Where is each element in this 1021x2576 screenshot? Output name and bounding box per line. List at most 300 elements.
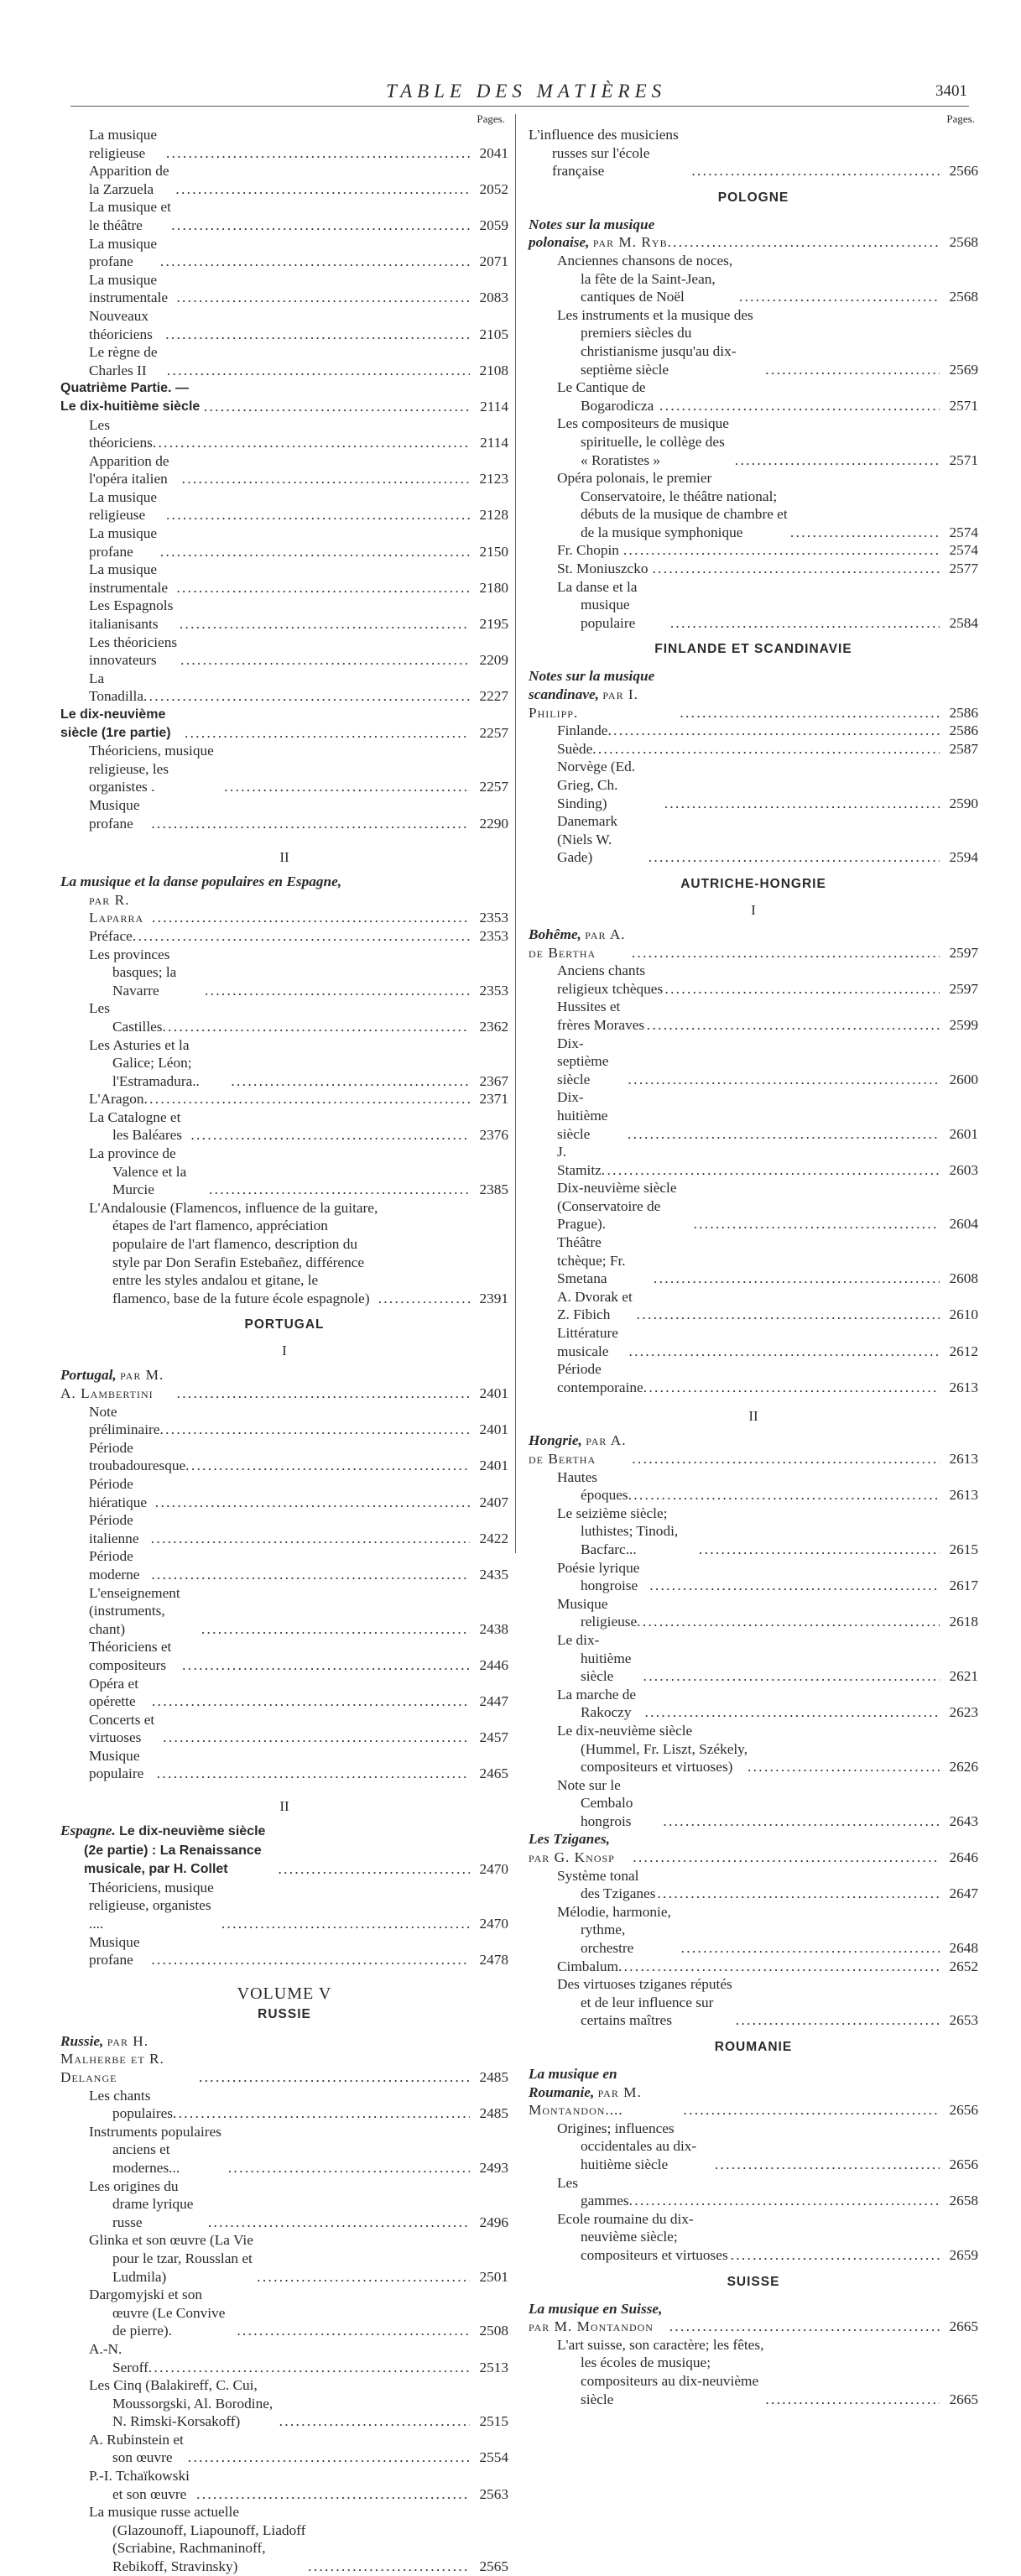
dot-leader [628,1125,940,1144]
dot-leader [221,1915,470,1933]
toc-entry [60,634,508,670]
entry-title: A. Dvorak et Z. Fibich [557,1288,633,1323]
entry-title: A.-N. Seroff [89,2340,148,2375]
dot-leader [228,2159,470,2177]
dot-leader [693,1215,940,1233]
dot-leader [670,614,940,633]
entry-title: Apparition de l'opéra italien [89,452,169,488]
toc-entry [529,998,978,1034]
entry-page: 2587 [949,740,978,757]
toc-entry: Hongrie, par A. de Bertha . . . 2613 [529,1431,978,1468]
toc-entry [60,1547,508,1583]
toc-entry [60,742,508,796]
entry-title: Les théoriciens innovateurs [89,634,178,669]
volume-heading: VOLUME V [237,1984,332,2003]
dot-leader [607,722,940,740]
toc-entry [529,1595,978,1631]
toc-entry: Notes sur la musique polonaise, par M. Ryb. . . . 2568 [529,216,978,252]
toc-entry [60,999,508,1035]
toc-entry [60,1090,508,1108]
toc-entry [529,1559,978,1595]
toc-entry: Portugal, par M. A. Lambertini . . . 2401 [60,1366,508,1402]
dot-leader [735,451,940,470]
entry-page: 2648 [949,1940,978,1957]
roman-numeral: II [279,1798,289,1815]
dot-leader [308,2558,470,2576]
dot-leader [208,2214,470,2232]
entry-title: Période troubadouresque [89,1439,186,1474]
toc-entry [529,2210,978,2265]
dot-leader [182,1656,470,1675]
entry-title: La musique instrumentale [89,271,169,306]
entry-page: 2604 [949,1216,978,1233]
toc-entry [60,2376,508,2431]
entry-page: 2623 [949,1704,978,1721]
toc-entry [60,524,508,561]
toc-entry [60,1403,508,1439]
entry-page: 2123 [479,471,508,488]
section-title: La musique et la danse populaires en Espagne, [60,873,342,890]
entry-title: Le seizième siècle; luthistes; Tinodi, Bacfarc... [557,1504,679,1557]
toc-block [60,416,508,707]
dot-leader [618,1958,940,1976]
toc-entry [60,307,508,343]
roman-numeral: I [282,1343,287,1359]
entry-title: Théoriciens et compositeurs [89,1639,172,1673]
entry-title: Glinka et son œuvre (La Vie pour le tzar, Rousslan et Ludmila) [89,2232,253,2285]
pages-label: Pages. [946,112,975,125]
entry-title: Instruments populaires anciens et modernes... [89,2123,221,2176]
dot-leader [748,1758,940,1776]
entry-title: Dix-neuvième siècle (Conservatoire de Prague). [557,1180,677,1233]
entry-page: 2586 [949,722,978,739]
toc-entry [529,740,978,759]
toc-entry [60,1638,508,1674]
entry-title: Ecole roumaine du dix-neuvième siècle; compositeurs et virtuoses [557,2210,728,2263]
dot-leader [160,543,470,561]
toc-entry [60,1747,508,1783]
dot-leader [190,1126,470,1145]
dot-leader [160,253,470,271]
entry-page: 2290 [479,815,508,832]
entry-page: 2052 [479,180,508,197]
entry-page: 2647 [949,1885,978,1902]
entry-title: Anciennes chansons de noces, la fête de la Saint-Jean, cantiques de Noël [557,252,733,305]
dot-leader [237,2322,470,2340]
toc-entry: par R. Laparra . . . 2353 [60,891,508,927]
dot-leader [176,579,470,597]
dot-leader [209,1181,470,1199]
dot-leader [201,1620,470,1639]
pages-label: Pages. [477,112,505,125]
dot-leader [637,1613,940,1631]
entry-page: 2610 [949,1306,978,1323]
entry-page: 2371 [479,1091,508,1108]
dot-leader [151,815,470,833]
toc-entry [529,2120,978,2174]
header-rule [70,106,969,107]
entry-title: Hautes époques [557,1468,628,1504]
toc-entry [529,1722,978,1776]
entry-title: Les Cinq (Balakireff, C. Cui, Moussorgski, Al. Borodine, N. Rimski-Korsakoff) [89,2377,273,2430]
entry-title: Les provinces basques; la Navarre [89,946,177,999]
entry-page: 2041 [479,144,508,161]
entry-page: 2652 [949,1958,978,1974]
toc-entry: Bohême, par A. de Bertha . . . 2597 [529,926,978,962]
section-heading-russie: RUSSIE [258,2006,311,2021]
dot-leader [681,1939,940,1958]
toc-entry [60,1475,508,1511]
entry-title: Théoriciens, musique religieuse, organistes .... [89,1879,214,1932]
toc-entry: Espagne. Le dix-neuvième siècle (2e partie) : La Renaissance musicale, par H. Collet . . . 2470 [60,1822,508,1879]
toc-entry [529,722,978,740]
toc-entry [60,1108,508,1145]
entry-page: 2615 [949,1541,978,1557]
toc-entry [529,1088,978,1143]
entry-page: 2613 [949,1379,978,1395]
entry-page: 2180 [479,579,508,596]
dot-leader [647,1016,940,1035]
entry-title: Poésie lyrique hongroise [557,1559,640,1594]
dot-leader [699,1541,940,1559]
section-heading-autriche: AUTRICHE-HONGRIE [680,876,826,891]
entry-title: La musique profane [89,235,158,270]
entry-title: Cimbalum [557,1958,618,1974]
toc-block [60,126,508,379]
toc-block [529,1867,978,2030]
toc-entry [529,1179,978,1233]
toc-entry [529,1504,978,1559]
toc-entry [529,541,978,560]
entry-page: 2563 [479,2485,508,2502]
entry-title: Opéra polonais, le premier Conservatoire, le théâtre national; débuts de la musique de chambre et de la musique symphonique [557,470,788,540]
dot-leader [157,1765,470,1783]
column-divider [515,114,516,1553]
toc-entry [529,1958,978,1976]
entry-title: Fr. Chopin [557,542,619,559]
entry-title: Période italienne [89,1512,139,1546]
toc-entry [60,1933,508,1969]
toc-entry [60,1879,508,1933]
entry-page: 2227 [479,688,508,705]
entry-page: 2571 [949,397,978,414]
entry-page: 2603 [949,1161,978,1178]
toc-entry [529,252,978,306]
entry-title: Théâtre tchèque; Fr. Smetana [557,1234,626,1287]
toc-entry [60,1711,508,1747]
dot-leader [628,1071,940,1089]
toc-entry [60,670,508,706]
entry-page: 2643 [949,1812,978,1829]
toc-entry [60,452,508,488]
dot-leader [133,927,470,946]
toc-entry [529,306,978,378]
toc-entry [60,946,508,1000]
toc-entry [529,1360,978,1396]
entry-page: 2618 [949,1614,978,1630]
toc-entry [60,2231,508,2286]
entry-page: 2465 [479,1765,508,1782]
toc-entry [529,1903,978,1958]
entry-page: 2594 [949,849,978,866]
toc-entry [529,469,978,541]
entry-page: 2438 [479,1620,508,1637]
dot-leader [205,982,470,1000]
dot-leader [654,1270,940,1288]
dot-leader [659,397,940,415]
toc-entry: La musique en Roumanie, par M. Montandon.... . . . 2656 [529,2065,978,2120]
dot-leader [602,1161,940,1180]
dot-leader [143,687,470,706]
entry-page: 2515 [479,2413,508,2430]
dot-leader [171,216,470,235]
entry-title: Anciens chants religieux tchèques [557,962,664,997]
dot-leader [188,2448,470,2467]
entry-title: Musique profane [89,796,140,832]
entry-title: La musique religieuse [89,127,158,161]
toc-entry [60,1439,508,1475]
entry-title: Danemark (Niels W. Gade) [557,813,617,866]
entry-page: 2114 [480,435,508,451]
entry-page: 2401 [479,1421,508,1438]
entry-page: 2353 [479,927,508,944]
entry-page: 2128 [479,507,508,524]
dot-leader [231,1072,470,1091]
dot-leader [628,1343,940,1361]
dot-leader [159,1421,470,1439]
section-heading-suisse: SUISSE [727,2274,780,2289]
toc-entry [529,1233,978,1288]
entry-page: 2565 [479,2558,508,2575]
entry-title: Les instruments et la musique des premiers siècles du christianisme jusqu'au dix-septième siècle [557,306,753,378]
dot-leader [645,1703,940,1722]
dot-leader [715,2156,940,2174]
entry-title: St. Moniuszcko [557,561,649,577]
toc-entry [529,1975,978,2030]
entry-page: 2617 [949,1577,978,1594]
toc-entry [60,561,508,597]
entry-title: Littérature musicale [557,1325,618,1359]
toc-block [529,722,978,867]
toc-entry [529,1143,978,1179]
dot-leader [166,144,470,163]
dot-leader [180,615,470,634]
toc-entry [60,235,508,271]
toc-entry [60,2286,508,2340]
toc-entry [60,2340,508,2376]
toc-block [529,962,978,1396]
dot-leader [657,1885,940,1903]
entry-page: 2601 [949,1125,978,1142]
entry-page: 2597 [949,980,978,997]
entry-page: 2071 [479,253,508,270]
entry-title: A. Rubinstein et son œuvre [89,2431,184,2466]
entry-page: 2401 [479,1457,508,1474]
toc-block [529,1468,978,1831]
toc-entry: Les Tziganes, par G. Knosp . . . 2646 [529,1830,978,1866]
toc-block [529,252,978,632]
entry-title: La danse et la musique populaire [557,578,638,631]
entry-page: 2493 [479,2159,508,2176]
dot-leader [167,362,470,380]
entry-page: 2508 [479,2323,508,2339]
toc-entry [60,2431,508,2467]
entry-title: Nouveaux théoriciens [89,307,153,342]
entry-page: 2257 [479,779,508,795]
toc-entry [60,343,508,379]
roman-numeral: II [279,849,289,866]
running-header-title: TABLE DES MATIÈRES [386,81,667,102]
section-heading-portugal: PORTUGAL [244,1317,325,1332]
entry-title: Dix-septième siècle [557,1035,609,1087]
dot-leader [257,2268,470,2287]
toc-entry [529,2174,978,2210]
toc-entry: Quatrième Partie. — Le dix-huitième siècle . . . 2114 [60,379,508,415]
entry-title: Hussites et frères Moraves [557,999,645,1033]
entry-page: 2470 [479,1916,508,1932]
entry-title: Les chants populaires [89,2087,173,2122]
toc-block [529,2120,978,2265]
dot-leader [739,288,940,306]
entry-page: 2376 [479,1127,508,1144]
entry-page: 2656 [949,2156,978,2172]
entry-title: Note sur le Cembalo hongrois [557,1776,633,1829]
toc-block [60,1879,508,1969]
entry-page: 2362 [479,1018,508,1035]
entry-page: 2513 [479,2359,508,2375]
dot-leader [151,1951,470,1969]
entry-title: Préface [89,927,133,944]
toc-entry [529,1288,978,1324]
entry-title: P.-I. Tchaïkowski et son œuvre [89,2468,190,2502]
toc-entry [60,162,508,198]
entry-title: Note préliminaire [89,1403,160,1438]
entry-title: Suède [557,740,593,757]
toc-entry [60,126,508,162]
toc-entry [60,1036,508,1091]
toc-entry [60,796,508,832]
toc-entry [60,597,508,633]
dot-leader [790,524,940,542]
entry-page: 2478 [479,1952,508,1969]
dot-leader [649,1577,940,1595]
dot-leader [643,1667,940,1686]
entry-page: 2554 [479,2449,508,2466]
toc-entry [60,1199,508,1308]
entry-title: La Tonadilla [89,670,144,705]
entry-page: 2653 [949,2012,978,2029]
toc-entry [60,1511,508,1547]
entry-title: La Catalogne et les Baléares [89,1108,183,1144]
entry-page: 2457 [479,1729,508,1746]
entry-page: 2083 [479,289,508,306]
toc-entry [60,1145,508,1199]
entry-title: Système tonal des Tziganes [557,1867,656,1902]
toc-entry [529,578,978,633]
entry-page: 2385 [479,1181,508,1198]
entry-page: 2584 [949,614,978,631]
entry-title: Théoriciens, musique religieuse, les organistes . [89,743,214,795]
entry-page: 2568 [949,289,978,305]
entry-title: Le Cantique de Bogarodicza [557,379,654,414]
dot-leader [173,2104,470,2123]
toc-entry [529,962,978,998]
entry-title: L'Aragon [89,1091,144,1108]
entry-page: 2447 [479,1693,508,1710]
dot-leader [151,1566,470,1584]
dot-leader [163,1018,470,1036]
dot-leader [649,848,940,867]
entry-title: La marche de Rakoczy [557,1686,637,1721]
toc-entry [529,812,978,867]
dot-leader [765,2391,940,2409]
dot-leader [628,1486,940,1504]
right-column [529,112,978,2408]
entry-title: Finlande [557,722,608,739]
entry-page: 2195 [479,616,508,633]
toc-block [529,2336,978,2408]
toc-entry [60,271,508,307]
toc-entry [529,1867,978,1903]
entry-page: 2422 [479,1530,508,1546]
entry-page: 2485 [479,2105,508,2122]
entry-page: 2353 [479,982,508,999]
toc-entry [60,1675,508,1711]
entry-title: Musique populaire [89,1747,144,1782]
dot-leader [592,740,940,759]
toc-entry [60,2087,508,2123]
entry-title: Musique religieuse [557,1595,638,1630]
entry-title: La musique religieuse [89,488,158,524]
dot-leader [155,1494,470,1512]
entry-title: Mélodie, harmonie, rythme, orchestre [557,1903,671,1957]
toc-block [60,742,508,832]
entry-page: 2407 [479,1494,508,1510]
entry-title: L'enseignement (instruments, chant) [89,1584,180,1637]
dot-leader [182,470,470,488]
entry-title: L'art suisse, son caractère; les fêtes, les écoles de musique; compositeurs au dix-neuvième siècle [557,2336,764,2407]
toc-entry [60,2177,508,2232]
entry-page: 2059 [479,216,508,233]
entry-title: Période moderne [89,1548,140,1583]
dot-leader [196,2485,470,2504]
toc-entry: Russie, par H. Malherbe et R. Delange . . . 2485 [60,2032,508,2087]
entry-title: Les gammes [557,2174,629,2209]
entry-title: J. Stamitz [557,1144,602,1178]
dot-leader [163,1729,470,1747]
toc-entry [529,560,978,578]
toc-entry [529,378,978,415]
dot-leader [180,651,470,670]
dot-leader [148,2359,470,2377]
entry-title: Période contemporaine [557,1361,643,1395]
entry-title: L'Andalousie (Flamencos, influence de la guitare, étapes de l'art flamenco, appréciation populaire de l'art flamenco, description du style par Don Serafin Estebañez, différence entre les styles andalou et gitane, le flamenco, base de la future école espagnole) [89,1199,378,1306]
entry-title: Concerts et virtuoses [89,1711,155,1746]
entry-page: 2599 [949,1016,978,1033]
toc-block [60,927,508,1307]
entry-page: 2501 [479,2268,508,2285]
entry-title: Les Castilles [89,1000,163,1035]
entry-title: Les origines du drame lyrique russe [89,2177,194,2230]
section-heading-roumanie: ROUMANIE [714,2040,793,2054]
entry-page: 2571 [949,451,978,468]
toc-entry [529,1776,978,1831]
dot-leader [378,1290,470,1308]
entry-page: 2600 [949,1071,978,1087]
dot-leader [166,506,470,524]
entry-title: Les théoriciens [89,416,153,451]
toc-entry [60,488,508,524]
